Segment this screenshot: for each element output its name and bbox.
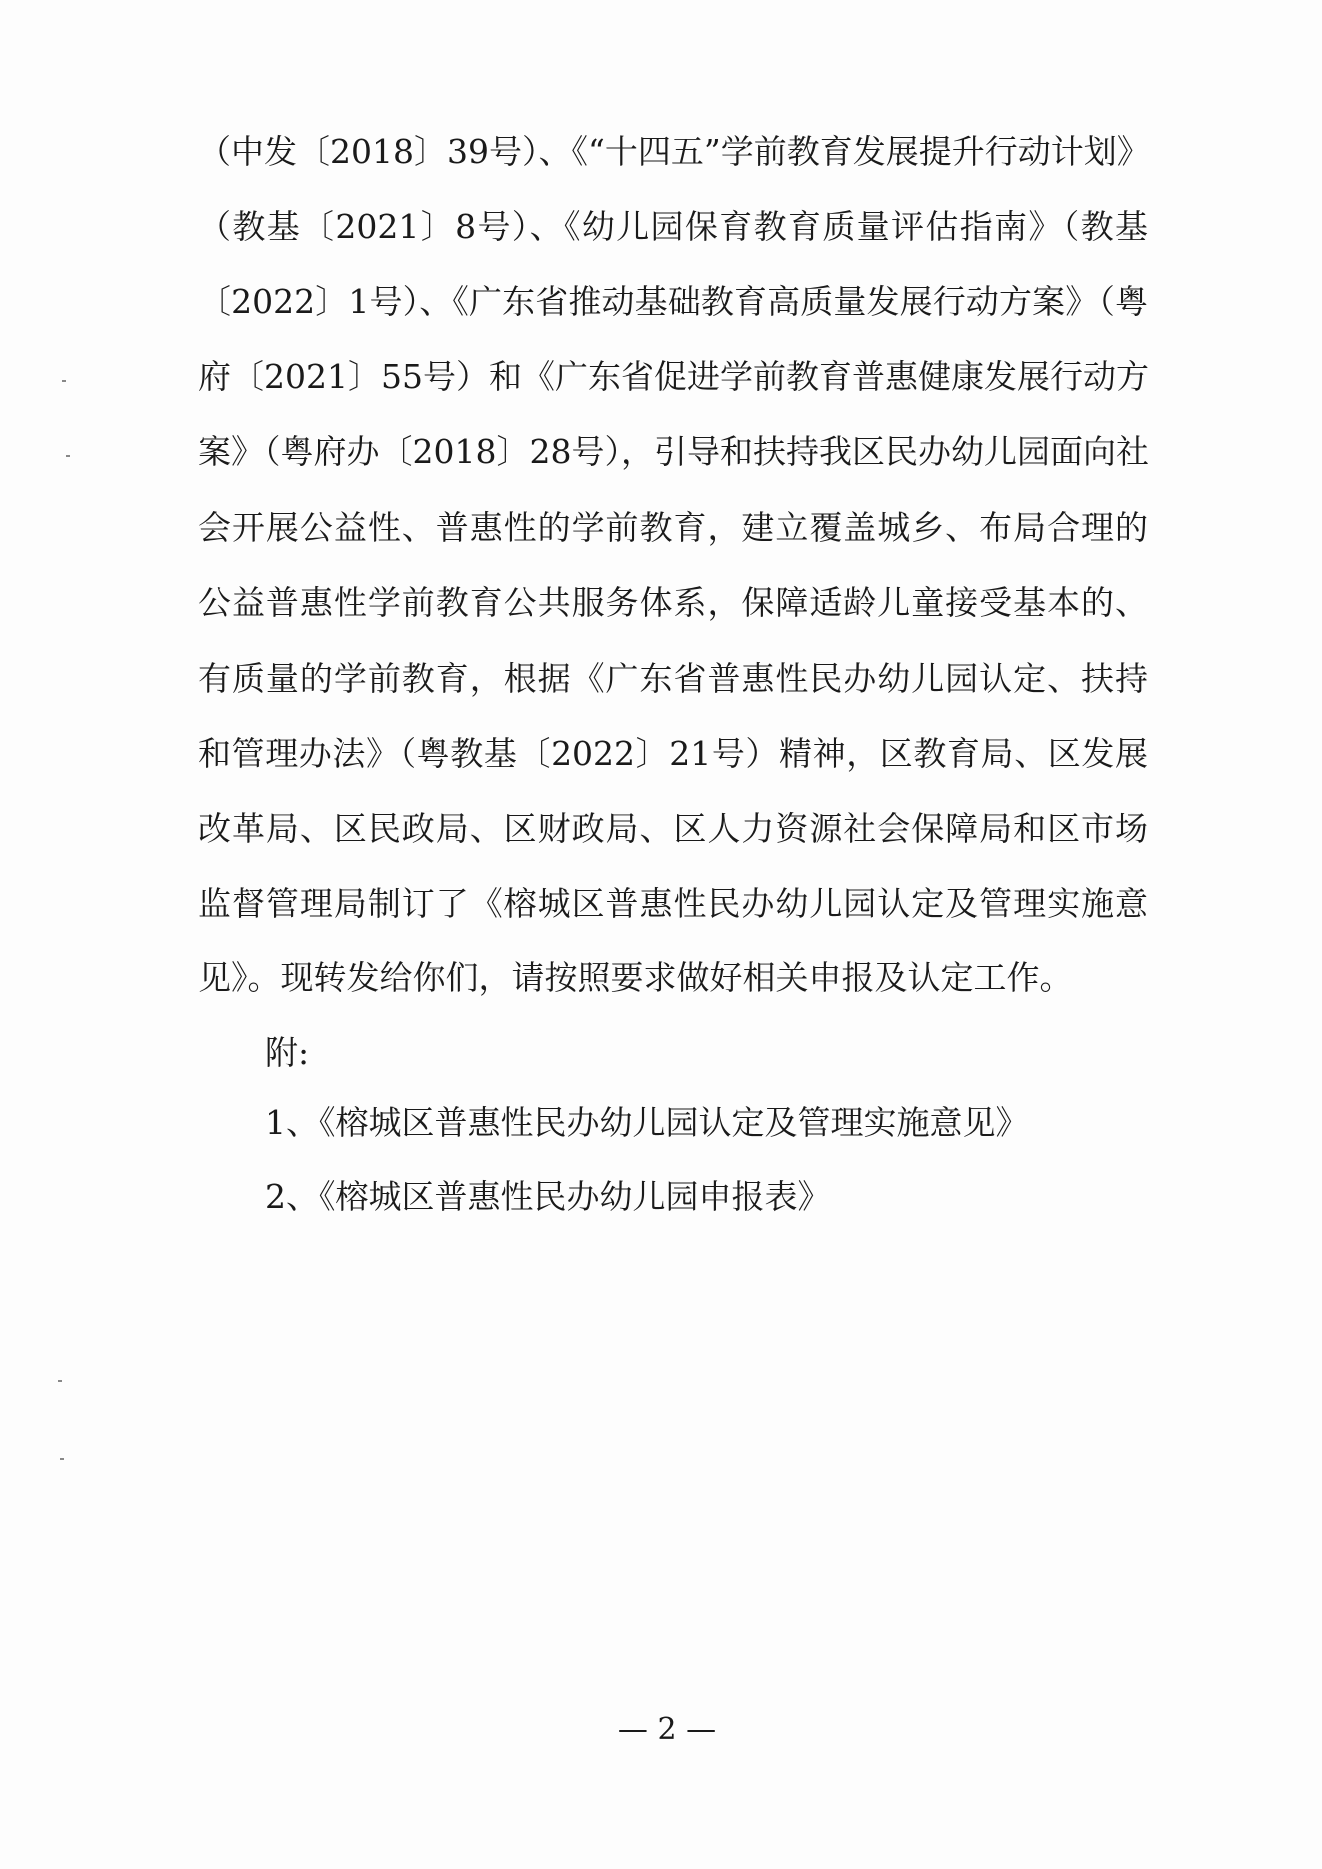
body-line: （中发〔2018〕39号）、《“十四五”学前教育发展提升行动计划》 [198, 132, 1150, 171]
body-line: 案》（粤府办〔2018〕28号），引导和扶持我区民办幼儿园面向社 [198, 432, 1149, 471]
attachment-item: 2、《榕城区普惠性民办幼儿园申报表》 [265, 1177, 831, 1216]
attachments-label: 附: [265, 1033, 310, 1072]
page-number: — 2 — [617, 1712, 717, 1747]
scan-speck [60, 1458, 64, 1460]
scan-speck [58, 1380, 62, 1382]
body-line: 会开展公益性、普惠性的学前教育，建立覆盖城乡、布局合理的 [198, 508, 1148, 547]
scan-speck [62, 380, 66, 382]
body-line: 监督管理局制订了《榕城区普惠性民办幼儿园认定及管理实施意 [198, 884, 1148, 923]
body-line: 改革局、区民政局、区财政局、区人力资源社会保障局和区市场 [198, 809, 1148, 848]
scan-speck [66, 455, 70, 457]
body-line: 府〔2021〕55号）和《广东省促进学前教育普惠健康发展行动方 [198, 357, 1149, 396]
body-line: （教基〔2021〕8号）、《幼儿园保育教育质量评估指南》（教基 [198, 207, 1148, 246]
body-line: 和管理办法》（粤教基〔2022〕21号）精神，区教育局、区发展 [198, 734, 1148, 773]
attachment-item: 1、《榕城区普惠性民办幼儿园认定及管理实施意见》 [265, 1103, 1029, 1142]
body-line: 见》。现转发给你们，请按照要求做好相关申报及认定工作。 [198, 958, 1073, 997]
body-line: 〔2022〕1号）、《广东省推动基础教育高质量发展行动方案》（粤 [198, 282, 1148, 321]
body-line: 有质量的学前教育，根据《广东省普惠性民办幼儿园认定、扶持 [198, 659, 1148, 698]
body-line: 公益普惠性学前教育公共服务体系，保障适龄儿童接受基本的、 [198, 583, 1148, 622]
